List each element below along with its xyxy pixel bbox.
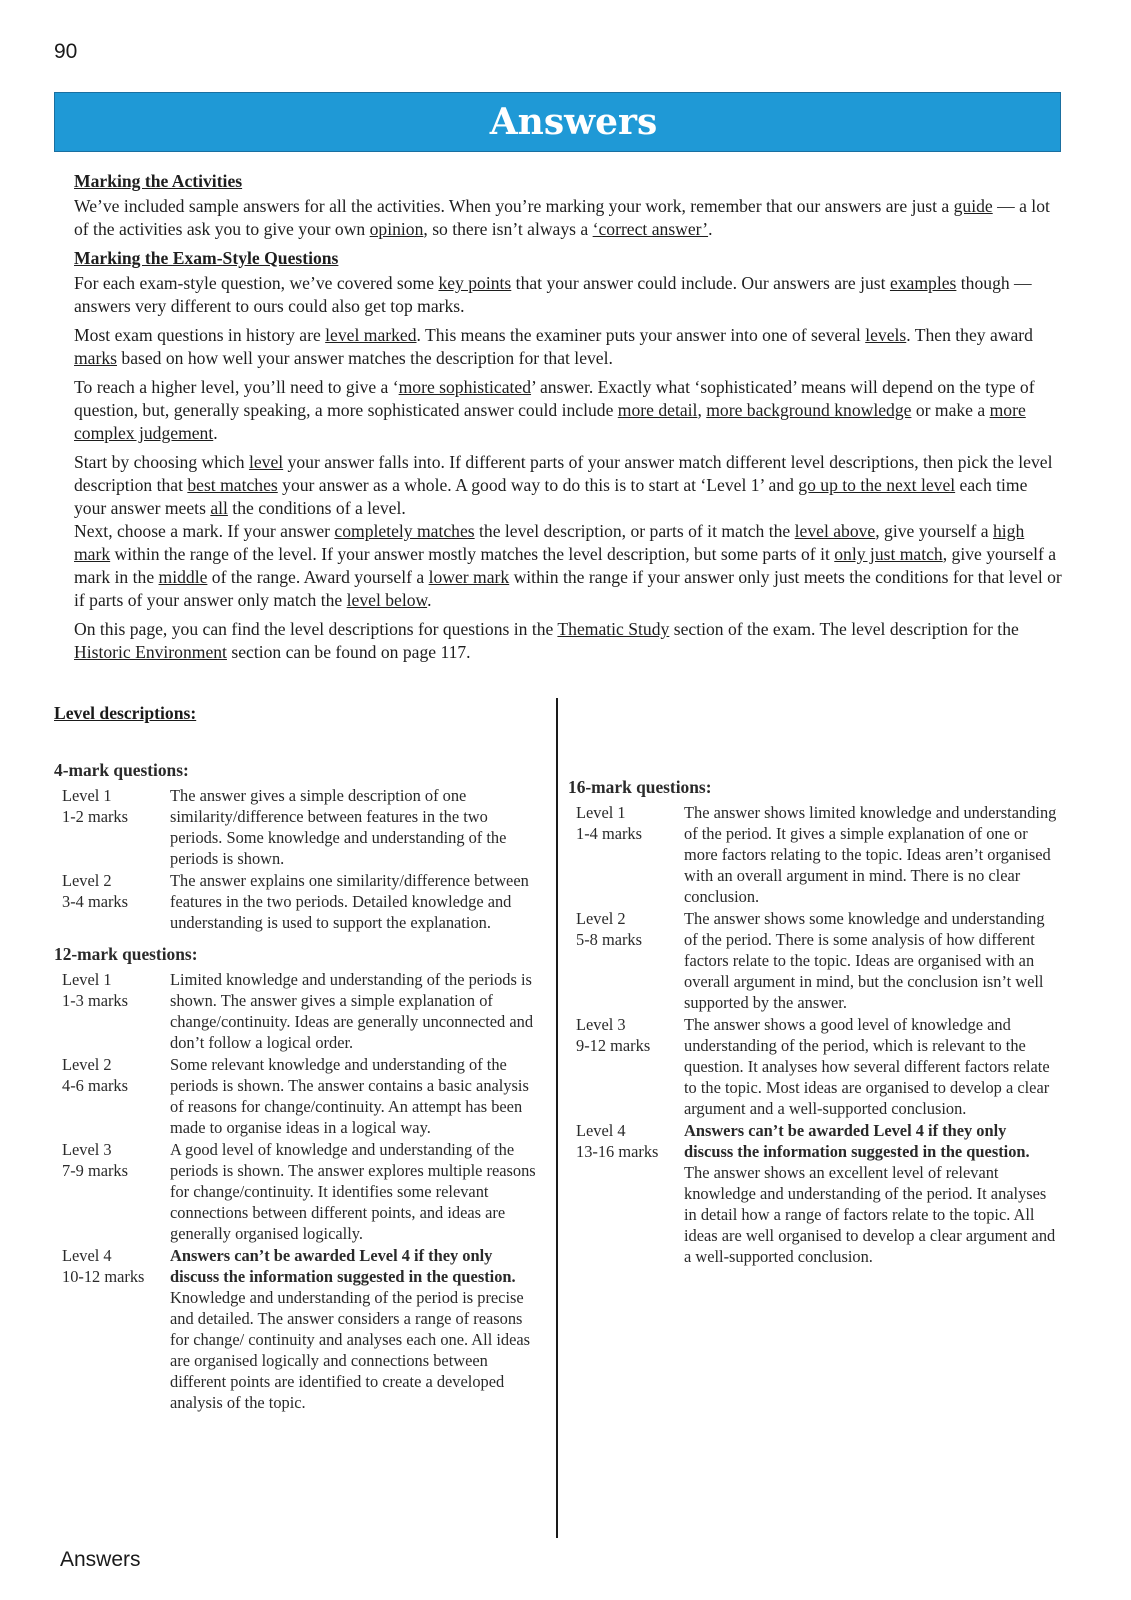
- text-run: For each exam-style question, we’ve covered some: [74, 273, 439, 293]
- level-marks: 1-2 marks: [62, 807, 129, 826]
- text-run: On this page, you can find the level descriptions for questions in the: [74, 619, 558, 639]
- text-run: We’ve included sample answers for all the activities. When you’re marking your work, remember that our answers are just a: [74, 196, 954, 216]
- text-run: within the range of the level. If your answer mostly matches the level description, but some parts of it: [110, 544, 835, 564]
- level-row: [54, 1245, 544, 1413]
- level-description: Some relevant knowledge and understanding of the periods is shown. The answer contains a basic analysis of reasons for change/continuity. An attempt has been made to organise ideas in a logical way.: [170, 1055, 529, 1137]
- text-run: ’ answer. Exactly what ‘sophisticated’ means will depend on the type of question, but, generally speaking, a more sophisticated answer could include: [74, 377, 1035, 420]
- column-divider: [556, 698, 558, 1538]
- level-description: The answer shows limited knowledge and understanding of the period. It gives a simple explanation of one or more factors relating to the topic. Ideas aren’t organised with an overall argument in mind. There is no clear conclusion.: [684, 803, 1057, 906]
- text-run: ,: [697, 400, 707, 420]
- text-run: your answer falls into. If different parts of your answer match different level descriptions, then pick the level description that: [74, 452, 1053, 495]
- text-run: based on how well your answer matches the description for that level.: [117, 348, 613, 368]
- level-name: Level 2: [62, 1055, 112, 1074]
- underlined-term: opinion: [369, 219, 424, 239]
- text-run: .: [708, 219, 713, 239]
- underlined-term: level above: [794, 521, 876, 541]
- text-run: though — answers very different to ours could also get top marks.: [74, 273, 1032, 316]
- marking-exam-paragraph-2: [74, 324, 1064, 370]
- level-row: [54, 785, 544, 869]
- level-label: [54, 1139, 170, 1244]
- level-label: [568, 1014, 684, 1119]
- marking-exam-paragraph-5: [74, 618, 1064, 664]
- left-column: [54, 760, 544, 1414]
- level-label: [54, 969, 170, 1053]
- sixteen-mark-heading: 16-mark questions:: [568, 777, 712, 797]
- level-name: Level 1: [62, 786, 112, 805]
- level-name: Level 1: [576, 803, 626, 822]
- underlined-term: level marked: [325, 325, 417, 345]
- text-run: or make a: [911, 400, 990, 420]
- underlined-term: middle: [158, 567, 208, 587]
- level-marks: 10-12 marks: [62, 1267, 145, 1286]
- footer-section-label: Answers: [60, 1548, 141, 1571]
- text-run: each time your answer meets: [74, 475, 1028, 518]
- level-marks: 4-6 marks: [62, 1076, 129, 1095]
- underlined-term: guide: [953, 196, 993, 216]
- level-marks: 5-8 marks: [576, 930, 643, 949]
- level-row: [568, 1120, 1058, 1267]
- text-run: Start by choosing which: [74, 452, 249, 472]
- level-label: [568, 802, 684, 907]
- underlined-term: all: [210, 498, 228, 518]
- underlined-term: levels: [865, 325, 907, 345]
- text-run: section can be found on page 117.: [226, 642, 471, 662]
- level-4-condition: Answers can’t be awarded Level 4 if they only discuss the information suggested in the question.: [684, 1121, 1030, 1161]
- level-4-condition: Answers can’t be awarded Level 4 if they only discuss the information suggested in the question.: [170, 1246, 516, 1286]
- level-descriptions-heading: Level descriptions:: [54, 703, 197, 723]
- underlined-term: only just match: [834, 544, 943, 564]
- level-label: [54, 870, 170, 933]
- level-4-description: Knowledge and understanding of the period is precise and detailed. The answer considers a range of reasons for change/ continuity and analyses each one. All ideas are organised logically and connections between different points are identified to create a developed analysis of the topic.: [170, 1288, 531, 1412]
- level-name: Level 2: [576, 909, 626, 928]
- text-run: the conditions of a level.: [227, 498, 406, 518]
- text-run: section of the exam. The level description for the: [669, 619, 1019, 639]
- underlined-term: examples: [889, 273, 957, 293]
- marking-exam-paragraph-1: [74, 272, 1064, 318]
- text-run: To reach a higher level, you’ll need to give a ‘: [74, 377, 399, 397]
- level-name: Level 3: [576, 1015, 626, 1034]
- underlined-term: Thematic Study: [557, 619, 670, 639]
- level-row: [54, 1054, 544, 1138]
- underlined-term: lower mark: [428, 567, 510, 587]
- level-label: [568, 1120, 684, 1267]
- level-4-description: The answer shows an excellent level of relevant knowledge and understanding of the period. It analyses in detail how a range of factors relate to the topic. All ideas are well organised to develop a clear argument and a well-supported conclusion.: [684, 1163, 1056, 1266]
- text-run: the level description, or parts of it match the: [474, 521, 795, 541]
- text-run: .: [213, 423, 218, 443]
- underlined-term: level below: [346, 590, 428, 610]
- twelve-mark-heading: 12-mark questions:: [54, 944, 198, 964]
- text-run: , give yourself a mark in the: [74, 544, 1057, 587]
- marking-exam-paragraph-4: [74, 451, 1064, 520]
- underlined-term: more complex judgement: [74, 400, 1026, 443]
- level-row: [54, 870, 544, 933]
- underlined-term: key points: [438, 273, 512, 293]
- underlined-term: more sophisticated: [398, 377, 532, 397]
- spacer: [54, 934, 544, 944]
- text-run: , give yourself a: [875, 521, 993, 541]
- underlined-term: Historic Environment: [74, 642, 227, 662]
- title-banner: [54, 92, 1061, 152]
- text-run: — a lot of the activities ask you to give your own: [74, 196, 1050, 239]
- marking-exam-heading: Marking the Exam-Style Questions: [74, 248, 339, 268]
- right-column: [568, 777, 1058, 1268]
- level-label: [54, 1245, 170, 1413]
- level-row: [568, 1014, 1058, 1119]
- level-name: Level 3: [62, 1140, 112, 1159]
- level-marks: 9-12 marks: [576, 1036, 651, 1055]
- level-row: [54, 1139, 544, 1244]
- text-run: your answer as a whole. A good way to do this is to start at ‘Level 1’ and: [277, 475, 799, 495]
- level-marks: 1-4 marks: [576, 824, 643, 843]
- level-name: Level 4: [576, 1121, 626, 1140]
- text-run: . This means the examiner puts your answer into one of several: [416, 325, 866, 345]
- level-row: [54, 969, 544, 1053]
- underlined-term: ‘correct answer’: [592, 219, 709, 239]
- page-number: 90: [54, 40, 78, 63]
- underlined-term: high mark: [74, 521, 1025, 564]
- level-marks: 13-16 marks: [576, 1142, 659, 1161]
- level-label: [568, 908, 684, 1013]
- level-marks: 7-9 marks: [62, 1161, 129, 1180]
- underlined-term: more background knowledge: [706, 400, 912, 420]
- text-run: . Then they award: [906, 325, 1033, 345]
- text-run: , so there isn’t always a: [423, 219, 593, 239]
- four-mark-heading: 4-mark questions:: [54, 760, 189, 780]
- level-description: Limited knowledge and understanding of the periods is shown. The answer gives a simple explanation of change/continuity. Ideas are generally unconnected and don’t follow a logical order.: [170, 970, 534, 1052]
- underlined-term: more detail: [617, 400, 698, 420]
- level-description: The answer explains one similarity/difference between features in the two periods. Detailed knowledge and understanding is used to support the explanation.: [170, 871, 529, 932]
- level-marks: 3-4 marks: [62, 892, 129, 911]
- level-description: The answer shows some knowledge and understanding of the period. There is some analysis of how different factors relate to the topic. Ideas are organised with an overall argument in mind, but the conclusion isn’t well supported by the answer.: [684, 909, 1045, 1012]
- level-description: [170, 1245, 544, 1413]
- level-name: Level 4: [62, 1246, 112, 1265]
- underlined-term: go up to the next level: [798, 475, 956, 495]
- level-description: The answer gives a simple description of one similarity/difference between features in the two periods. Some knowledge and understanding of the periods is shown.: [170, 786, 507, 868]
- text-run: Most exam questions in history are: [74, 325, 326, 345]
- underlined-term: marks: [74, 348, 117, 368]
- level-row: [568, 802, 1058, 907]
- text-run: that your answer could include. Our answers are just: [511, 273, 890, 293]
- marking-exam-paragraph-4b: [74, 520, 1064, 612]
- underlined-term: completely matches: [334, 521, 475, 541]
- page-title: Answers: [489, 101, 658, 143]
- marking-activities-paragraph: [74, 195, 1064, 241]
- level-description: [684, 1120, 1058, 1267]
- level-label: [54, 1054, 170, 1138]
- underlined-term: level: [248, 452, 284, 472]
- level-description: A good level of knowledge and understanding of the periods is shown. The answer explores multiple reasons for change/continuity. It identifies some relevant connections between different points, and ideas are generally organised logically.: [170, 1140, 536, 1243]
- level-description: The answer shows a good level of knowledge and understanding of the period, which is relevant to the question. It analyses how several different factors relate to the topic. Most ideas are organised to develop a clear argument and a well-supported conclusion.: [684, 1015, 1050, 1118]
- text-run: Next, choose a mark. If your answer: [74, 521, 335, 541]
- underlined-term: best matches: [187, 475, 278, 495]
- marking-exam-paragraph-3: [74, 376, 1064, 445]
- text-run: of the range. Award yourself a: [207, 567, 429, 587]
- level-marks: 1-3 marks: [62, 991, 129, 1010]
- level-name: Level 2: [62, 871, 112, 890]
- level-row: [568, 908, 1058, 1013]
- text-run: within the range if your answer only just meets the conditions for that level or if parts of your answer only match the: [74, 567, 1062, 610]
- marking-activities-heading: Marking the Activities: [74, 171, 243, 191]
- text-run: .: [427, 590, 432, 610]
- level-label: [54, 785, 170, 869]
- level-name: Level 1: [62, 970, 112, 989]
- intro-section: [74, 170, 1064, 670]
